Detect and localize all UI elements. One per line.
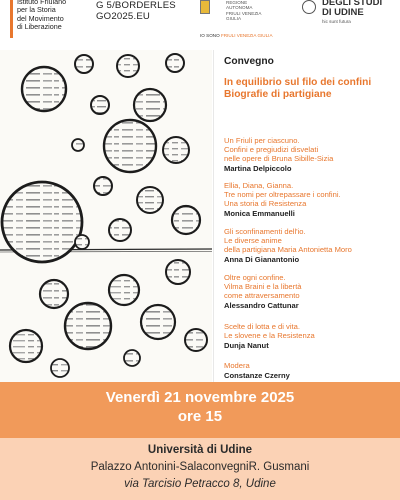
region-name bbox=[226, 0, 270, 22]
event-title-line-1: In equilibrio sul filo dei confini bbox=[224, 77, 372, 88]
talk-speaker: Martina Delpiccolo bbox=[224, 163, 292, 173]
region-line-1: REGIONE AUTONOMA bbox=[226, 0, 253, 11]
university-line-1: DEGLI STUDI bbox=[322, 0, 383, 8]
university-motto: hic sunt futura bbox=[322, 19, 351, 24]
header bbox=[0, 0, 400, 50]
talk-title-line: Vilma Braini e la libertà bbox=[224, 281, 302, 291]
moderator-name: Constanze Czerny bbox=[224, 370, 290, 380]
talk-title-line: Ellia, Diana, Gianna. bbox=[224, 181, 294, 190]
fvg-slogan bbox=[200, 33, 273, 38]
talk-title-line: Gli sconfinamenti dell'io. bbox=[224, 227, 306, 236]
talk-speaker: Anna Di Gianantonio bbox=[224, 254, 300, 264]
url-line-2: GO2025.EU bbox=[96, 11, 151, 22]
program-panel bbox=[213, 50, 400, 382]
ifsml-line-1: Istituto Friulano bbox=[17, 0, 67, 6]
fvg-slogan-prefix: IO SONO bbox=[200, 33, 221, 38]
ifsml-logo-bar bbox=[10, 0, 13, 38]
event-title-line-2: Biografie di partigiane bbox=[224, 89, 332, 101]
venue-name: Università di Udine bbox=[147, 444, 253, 456]
ifsml-line-4: di Liberazione bbox=[17, 22, 62, 32]
event-kind: Convegno bbox=[224, 56, 274, 67]
talk-item bbox=[224, 274, 399, 311]
university-name bbox=[322, 0, 382, 18]
footer bbox=[0, 382, 400, 500]
region-line-2: FRIULI VENEZIA GIULIA bbox=[226, 10, 262, 22]
fvg-slogan-highlight: FRIULI VENEZIA GIULIA bbox=[220, 33, 273, 38]
talk-title-line: Un Friuli per ciascuno. bbox=[224, 136, 300, 145]
typewritten-circles-artwork bbox=[0, 50, 212, 382]
talk-title-line: Le slovene e la Resistenza bbox=[224, 330, 315, 340]
talk-title-line: come attraversamento bbox=[224, 290, 300, 300]
url-line-1: G 5/BORDERLES bbox=[96, 0, 176, 11]
talk-item bbox=[224, 228, 399, 265]
talk-speaker: Monica Emmanuelli bbox=[224, 208, 295, 218]
university-seal-icon bbox=[302, 0, 316, 14]
talk-item bbox=[224, 182, 399, 219]
eagle-crest-icon bbox=[200, 0, 210, 14]
talk-speaker: Dunja Nanut bbox=[224, 340, 269, 350]
talk-title-line: Una storia di Resistenza bbox=[224, 198, 307, 208]
event-title bbox=[224, 77, 394, 101]
university-logo bbox=[300, 0, 396, 40]
talk-title-line: Scelte di lotta e di vita. bbox=[224, 322, 300, 331]
ifsml-logo bbox=[10, 0, 90, 40]
project-url[interactable] bbox=[96, 0, 176, 22]
ifsml-line-3: del Movimento bbox=[17, 13, 64, 23]
event-time: ore 15 bbox=[177, 408, 223, 425]
ifsml-line-2: per la Storia bbox=[17, 5, 56, 15]
moderator-item bbox=[224, 362, 399, 381]
talk-title-line: nelle opere di Bruna Sibille-Sizia bbox=[224, 153, 334, 163]
university-line-2: DI UDINE bbox=[322, 7, 364, 18]
talk-title-line: Tre nomi per oltrepassare i confini. bbox=[224, 189, 341, 199]
ifsml-logo-text bbox=[17, 0, 66, 32]
talk-item bbox=[224, 137, 399, 174]
event-date: Venerdì 21 novembre 2025 bbox=[105, 389, 295, 406]
venue-address: via Tarcisio Petracco 8, Udine bbox=[124, 478, 276, 490]
talk-title-line: Confini e pregiudizi disvelati bbox=[224, 144, 319, 154]
talk-item bbox=[224, 323, 399, 351]
moderator-label: Modera bbox=[224, 361, 250, 370]
fvg-region-logo bbox=[200, 0, 273, 38]
talk-title-line: Oltre ogni confine. bbox=[224, 273, 286, 282]
talk-speaker: Alessandro Cattunar bbox=[224, 300, 299, 310]
date-band bbox=[0, 382, 400, 438]
talk-title-line: Le diverse anime bbox=[224, 235, 282, 245]
talk-title-line: della partigiana Maria Antonietta Moro bbox=[224, 244, 352, 254]
venue-building: Palazzo Antonini-SalaconvegniR. Gusmani bbox=[90, 461, 310, 473]
circles-illustration bbox=[0, 50, 212, 382]
